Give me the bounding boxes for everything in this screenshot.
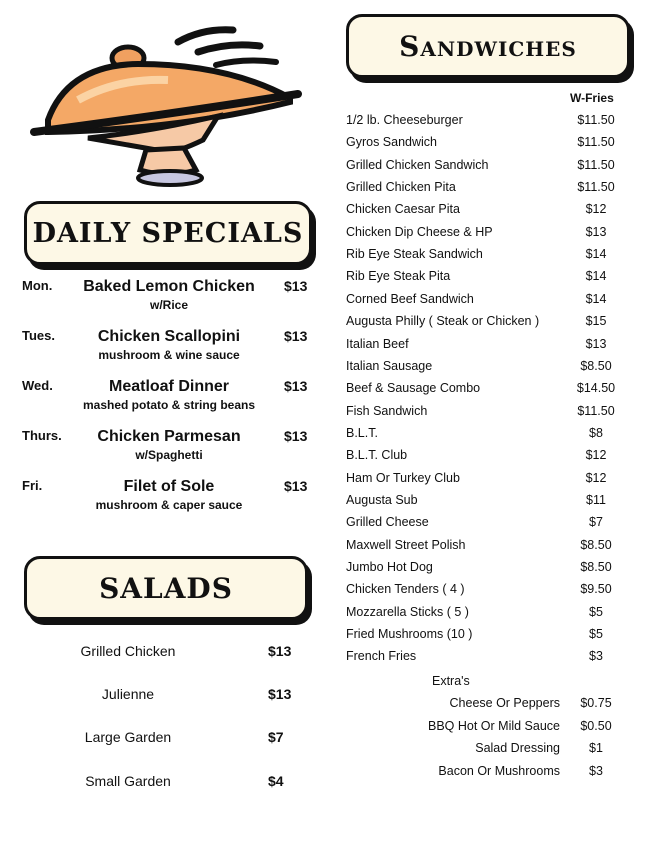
extra-price: $0.75: [580, 696, 612, 710]
sandwich-item: [346, 381, 626, 399]
sandwich-name: B.L.T. Club: [346, 448, 408, 463]
sandwich-item: [346, 471, 626, 489]
special-dish: Filet of Sole: [123, 478, 215, 495]
special-item: [14, 428, 314, 474]
sandwich-name: Italian Beef: [346, 336, 409, 351]
sandwich-name: Gyros Sandwich: [346, 135, 438, 150]
sandwich-name: B.L.T.: [346, 425, 378, 440]
special-item: [14, 278, 314, 324]
sandwich-price: $11.50: [577, 157, 615, 172]
sandwich-price: $7: [589, 515, 603, 530]
sandwich-item: [346, 426, 626, 444]
salad-name: Small Garden: [85, 773, 171, 789]
sandwich-item: [346, 202, 626, 220]
sandwich-price: $3: [589, 649, 603, 664]
sandwich-item: [346, 180, 626, 198]
sandwich-price: $5: [589, 604, 603, 619]
extra-price: $3: [589, 763, 603, 778]
special-dish: Meatloaf Dinner: [108, 378, 229, 395]
special-day: Mon.: [22, 278, 53, 293]
special-subtitle: w/Rice: [149, 298, 188, 312]
special-price: $13: [284, 478, 308, 494]
sandwich-item: [346, 113, 626, 131]
sandwich-item: [346, 582, 626, 600]
sandwich-price: $9.50: [580, 582, 612, 597]
special-dish: Chicken Scallopini: [97, 328, 241, 345]
sandwich-item: [346, 359, 626, 377]
sandwich-name: Italian Sausage: [346, 358, 433, 373]
extra-price: $1: [589, 741, 603, 755]
salad-item: [60, 643, 320, 663]
special-price: $13: [284, 378, 308, 394]
extra-item: [380, 764, 626, 782]
sandwich-price: $11.50: [577, 113, 615, 127]
sandwich-price: $13: [585, 224, 607, 239]
sandwich-name: Chicken Caesar Pita: [346, 202, 460, 217]
extra-price: $0.50: [580, 718, 612, 733]
sandwich-name: Rib Eye Steak Sandwich: [346, 247, 483, 262]
special-subtitle: w/Spaghetti: [135, 448, 203, 462]
sandwich-price: $11: [586, 492, 606, 507]
sandwich-price: $8.50: [580, 358, 612, 373]
sandwich-item: [346, 627, 626, 645]
extra-item: [380, 719, 626, 737]
sandwich-price: $12: [585, 202, 607, 217]
sandwich-name: Maxwell Street Polish: [346, 537, 466, 552]
sandwich-name: Beef & Sausage Combo: [346, 381, 481, 396]
sandwich-name: 1/2 lb. Cheeseburger: [346, 113, 463, 127]
special-subtitle: mushroom & wine sauce: [98, 348, 240, 362]
sandwich-name: Augusta Philly ( Steak or Chicken ): [346, 314, 540, 329]
sandwich-name: French Fries: [346, 649, 417, 664]
sandwich-item: [346, 269, 626, 287]
w-fries-header: W-Fries: [570, 91, 614, 105]
sandwich-name: Grilled Chicken Sandwich: [346, 157, 489, 172]
daily-specials-banner: [24, 201, 312, 265]
sandwich-item: [346, 135, 626, 153]
sandwich-name: Augusta Sub: [346, 492, 418, 507]
sandwich-item: [346, 314, 626, 332]
salad-item: [60, 729, 320, 749]
salad-price: $7: [268, 729, 284, 745]
extra-name: BBQ Hot Or Mild Sauce: [428, 718, 560, 733]
salad-price: $4: [268, 773, 284, 789]
sandwiches-title: Sandwiches: [399, 29, 577, 63]
sandwich-price: $8: [589, 425, 603, 440]
extra-name: Salad Dressing: [475, 741, 560, 755]
covered-dish-icon: [28, 20, 303, 190]
sandwich-item: [346, 515, 626, 533]
special-dish: Chicken Parmesan: [97, 428, 241, 445]
extra-name: Cheese Or Peppers: [449, 696, 560, 710]
special-item: [14, 478, 314, 524]
sandwich-name: Grilled Cheese: [346, 515, 429, 530]
sandwich-name: Mozzarella Sticks ( 5 ): [346, 604, 469, 619]
sandwich-item: [346, 292, 626, 310]
sandwich-price: $13: [585, 336, 607, 351]
sandwich-name: Jumbo Hot Dog: [346, 560, 433, 574]
extra-name: Bacon Or Mushrooms: [438, 763, 560, 778]
sandwich-price: $15: [585, 314, 607, 329]
special-item: [14, 378, 314, 424]
salad-price: $13: [268, 643, 292, 659]
sandwich-price: $12: [585, 470, 607, 485]
sandwich-item: [346, 605, 626, 623]
daily-specials-title: DAILY SPECIALS: [32, 217, 304, 249]
special-day: Wed.: [22, 378, 53, 393]
salads-title: SALADS: [99, 571, 233, 605]
sandwich-price: $14: [585, 247, 607, 262]
extra-item: [380, 741, 626, 759]
sandwich-name: Chicken Tenders ( 4 ): [346, 582, 465, 597]
sandwich-name: Fish Sandwich: [346, 403, 428, 418]
sandwich-name: Corned Beef Sandwich: [346, 291, 474, 306]
sandwich-item: [346, 538, 626, 556]
sandwich-item: [346, 158, 626, 176]
extras-title: Extra's: [432, 674, 470, 688]
sandwich-price: $11.50: [577, 403, 615, 418]
sandwich-price: $14: [585, 269, 607, 284]
special-day: Fri.: [22, 478, 43, 493]
sandwich-item: [346, 493, 626, 511]
sandwich-name: Fried Mushrooms (10 ): [346, 627, 473, 642]
sandwich-item: [346, 448, 626, 466]
special-price: $13: [284, 278, 308, 294]
sandwich-item: [346, 225, 626, 243]
sandwiches-banner: [346, 14, 630, 78]
sandwich-price: $11.50: [577, 180, 615, 195]
special-item: [14, 328, 314, 374]
sandwich-price: $5: [589, 627, 603, 642]
sandwich-price: $14: [585, 291, 607, 306]
sandwich-name: Grilled Chicken Pita: [346, 180, 456, 195]
sandwich-item: [346, 560, 626, 578]
special-subtitle: mashed potato & string beans: [82, 398, 256, 412]
sandwich-item: [346, 337, 626, 355]
sandwich-price: $8.50: [580, 537, 612, 552]
salad-price: $13: [268, 686, 292, 702]
salad-item: [60, 773, 320, 793]
extra-item: [380, 696, 626, 714]
salad-name: Large Garden: [84, 729, 172, 745]
sandwich-item: [346, 247, 626, 265]
special-day: Tues.: [22, 328, 55, 343]
special-day: Thurs.: [22, 428, 62, 443]
special-subtitle: mushroom & caper sauce: [95, 498, 243, 512]
sandwich-name: Chicken Dip Cheese & HP: [346, 224, 493, 239]
salad-name: Julienne: [101, 686, 155, 702]
sandwich-price: $12: [585, 448, 607, 463]
sandwich-price: $8.50: [580, 560, 612, 574]
special-dish: Baked Lemon Chicken: [83, 278, 255, 295]
sandwich-name: Ham Or Turkey Club: [346, 470, 460, 485]
salad-name: Grilled Chicken: [80, 643, 176, 659]
salad-item: [60, 686, 320, 706]
salads-banner: [24, 556, 308, 620]
sandwich-item: [346, 404, 626, 422]
sandwich-item: [346, 649, 626, 667]
sandwich-price: $14.50: [576, 381, 616, 396]
special-price: $13: [284, 428, 308, 444]
sandwich-price: $11.50: [577, 135, 615, 150]
sandwich-name: Rib Eye Steak Pita: [346, 269, 451, 284]
special-price: $13: [284, 328, 308, 344]
